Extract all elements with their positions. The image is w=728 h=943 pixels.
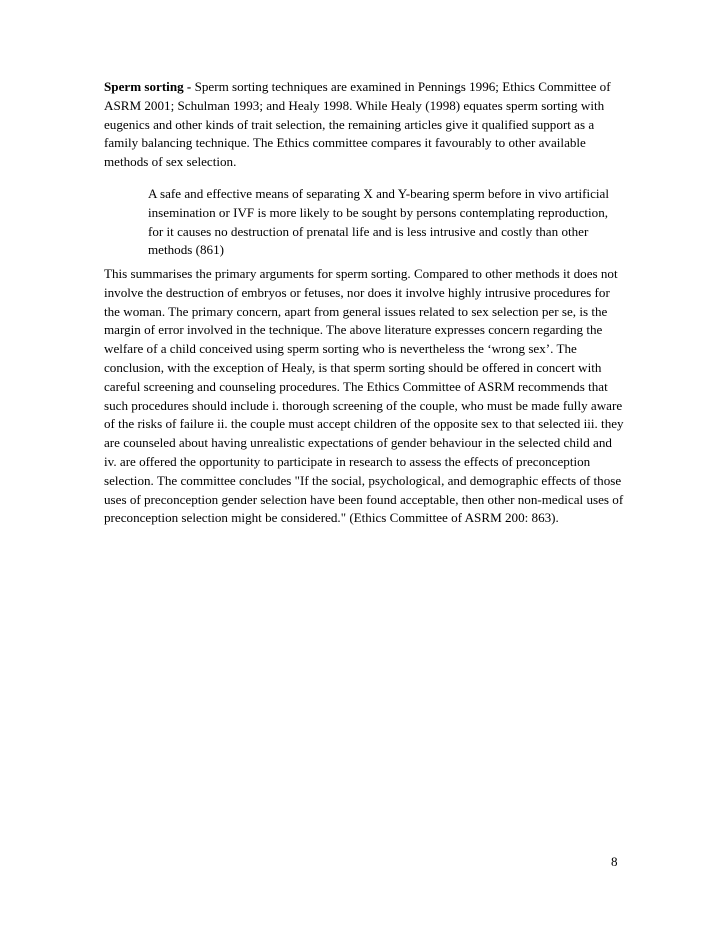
paragraph-text: Sperm sorting techniques are examined in Pennings 1996; Ethics Committee of ASRM 2001; Schulman 1993; and Healy 1998. While Healy (1998) equates sperm sorting with eugenics and other kinds of trait selection, the remaining articles give it qualified support as a family balancing technique. The Ethics committee compares it favourably to other available methods of sex selection. [104, 79, 611, 170]
block-quote: A safe and effective means of separating X and Y-bearing sperm before in vivo artificial insemination or IVF is more likely to be sought by persons contemplating reproduction, for it causes no destruction of prenatal life and is less intrusive and costly than other methods (861) [148, 186, 610, 258]
page-number: 8 [611, 854, 618, 869]
paragraph-sperm-sorting [104, 78, 626, 172]
paragraph-summary: This summarises the primary arguments for sperm sorting. Compared to other methods it does not involve the destruction of embryos or fetuses, nor does it involve highly intrusive procedures for the woman. The primary concern, apart from general issues related to sex selection per se, is the margin of error involved in the technique. The above literature expresses concern regarding the welfare of a child conceived using sperm sorting who is nevertheless the ‘wrong sex’. The conclusion, with the exception of Healy, is that sperm sorting should be offered in concert with careful screening and counseling procedures. The Ethics Committee of ASRM recommends that such procedures should include i. thorough screening of the couple, who must be made fully aware of the risks of failure ii. the couple must accept children of the opposite sex to that selected iii. they are counseled about having unrealistic expectations of gender behaviour in the selected child and iv. are offered the opportunity to participate in research to assess the effects of preconception selection. The committee concludes "If the social, psychological, and demographic effects of those uses of preconception gender selection have been found acceptable, then other non-medical uses of preconception selection might be considered." (Ethics Committee of ASRM 200: 863). [104, 266, 624, 526]
inline-heading: Sperm sorting - [104, 79, 195, 94]
